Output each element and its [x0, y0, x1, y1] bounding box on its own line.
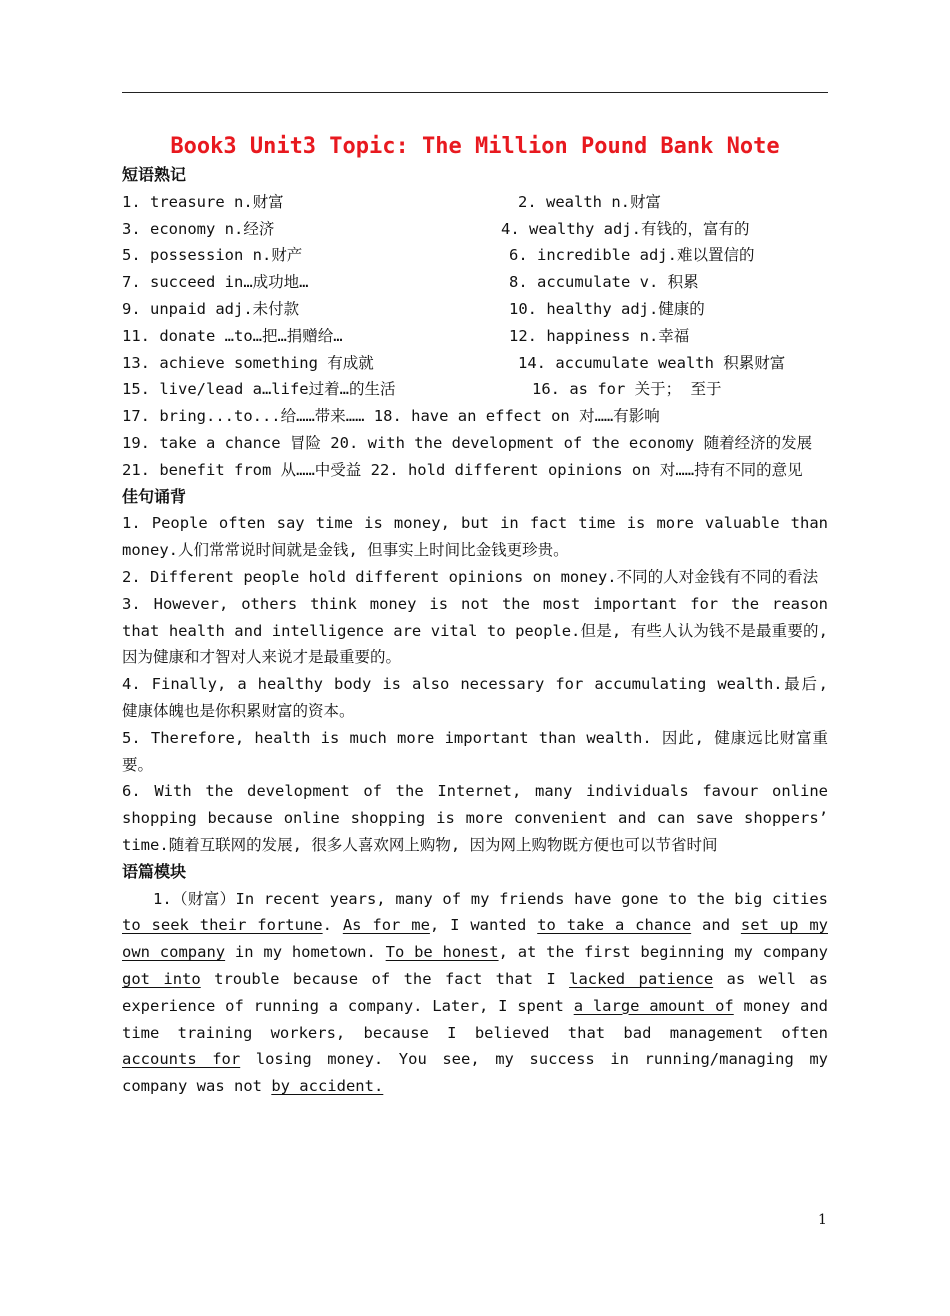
phrase-item: 6. incredible adj.难以置信的 [509, 246, 755, 265]
phrase-item: 14. accumulate wealth 积累财富 [518, 353, 786, 372]
key-phrase: a large amount of [573, 996, 734, 1015]
phrase-row [122, 376, 828, 403]
header-rule [122, 92, 828, 93]
passage-heading: 语篇模块 [122, 861, 187, 881]
passage-text: 1.（财富）In recent years, many of my friends have gone to the big cities [153, 889, 828, 908]
sentence-item: 5. Therefore, health is much more important than wealth. 因此, 健康远比财富重要。 [122, 728, 828, 774]
passage-text: in my hometown. [225, 943, 386, 962]
passage-text: losing money. You see, my success in running/managing my company was not [122, 1050, 828, 1096]
phrase-row [122, 269, 828, 296]
phrase-item: 10. healthy adj.健康的 [509, 299, 705, 318]
passage-text: , I wanted [429, 916, 538, 935]
phrase-list [122, 189, 828, 484]
phrase-item: 5. possession n.财产 [122, 246, 303, 265]
phrase-row [122, 350, 828, 377]
passage-text: as well as experience of running a company. Later, I spent [122, 969, 828, 1015]
phrase-item: 7. succeed in…成功地… [122, 273, 309, 292]
key-phrase: As for me [342, 916, 430, 935]
phrase-row [122, 189, 828, 216]
sentence-item: 2. Different people hold different opinions on money.不同的人对金钱有不同的看法 [122, 567, 819, 586]
key-phrase: lacked patience [569, 969, 714, 988]
passage-text: . [322, 916, 343, 935]
key-phrase: to take a chance [537, 916, 692, 935]
key-phrase: accounts for [122, 1050, 241, 1069]
phrase-item: 21. benefit from 从……中受益 22. hold different opinions on 对……持有不同的意见 [122, 460, 803, 479]
phrase-item: 17. bring...to...给……带来…… 18. have an effect on 对……有影响 [122, 407, 660, 426]
page-title: Book3 Unit3 Topic: The Million Pound Bank Note [170, 134, 780, 159]
phrase-item: 3. economy n.经济 [122, 219, 275, 238]
passage-text: trouble because of the fact that I [200, 969, 570, 988]
phrases-heading: 短语熟记 [122, 165, 187, 184]
key-phrase: got into [122, 969, 201, 988]
phrase-item: 13. achieve something 有成就 [122, 353, 374, 372]
phrase-item: 9. unpaid adj.未付款 [122, 299, 300, 318]
passage-text: and [691, 916, 741, 935]
phrase-item: 2. wealth n.财富 [518, 192, 661, 211]
page-number: 1 [818, 1212, 827, 1228]
passage-paragraph [122, 886, 828, 1100]
phrase-row [122, 216, 828, 243]
sentence-item: 3. However, others think money is not the most important for the reason that health and intelligence are vital to people.但是, 有些人认为钱不是最重要的, 因为健康和才智对人来说才是最重要的。 [122, 594, 828, 667]
phrase-item: 1. treasure n.财富 [122, 192, 284, 211]
key-phrase: set up my own company [122, 916, 828, 962]
phrase-item: 15. live/lead a…life过着…的生活 [122, 380, 396, 399]
phrase-item: 8. accumulate v. 积累 [509, 273, 699, 292]
phrase-item: 11. donate …to…把…捐赠给… [122, 326, 343, 345]
passage-text: money and time training workers, because I believed that bad management often [122, 996, 828, 1042]
sentence-item: 4. Finally, a healthy body is also necessary for accumulating wealth.最后, 健康体魄也是你积累财富的资本。 [122, 675, 828, 720]
key-phrase: to seek their fortune [122, 916, 323, 935]
passage-text: , at the first beginning my company [498, 943, 828, 962]
key-phrase: by accident. [271, 1077, 384, 1096]
sentence-item: 6. With the development of the Internet, many individuals favour online shopping because online shopping is more convenient and can save shoppers’ time.随着互联网的发展, 很多人喜欢网上购物, 因为网上购物既方便也可以节省时间 [122, 782, 828, 854]
phrase-row [122, 323, 828, 350]
phrase-item: 12. happiness n.幸福 [509, 326, 690, 345]
sentence-item: 1. People often say time is money, but in fact time is more valuable than money.人们常常说时间就是金钱, 但事实上时间比金钱更珍贵。 [122, 514, 828, 560]
phrase-item: 16. as for 关于； 至于 [532, 380, 722, 399]
phrase-row [122, 296, 828, 323]
phrase-item: 4. wealthy adj.有钱的，富有的 [501, 219, 750, 238]
sentences-heading: 佳句诵背 [122, 486, 187, 506]
document-body [122, 162, 828, 1100]
key-phrase: To be honest [385, 943, 499, 962]
sentence-list [122, 510, 828, 858]
phrase-row [122, 242, 828, 269]
phrase-item: 19. take a chance 冒险 20. with the development of the economy 随着经济的发展 [122, 433, 813, 452]
